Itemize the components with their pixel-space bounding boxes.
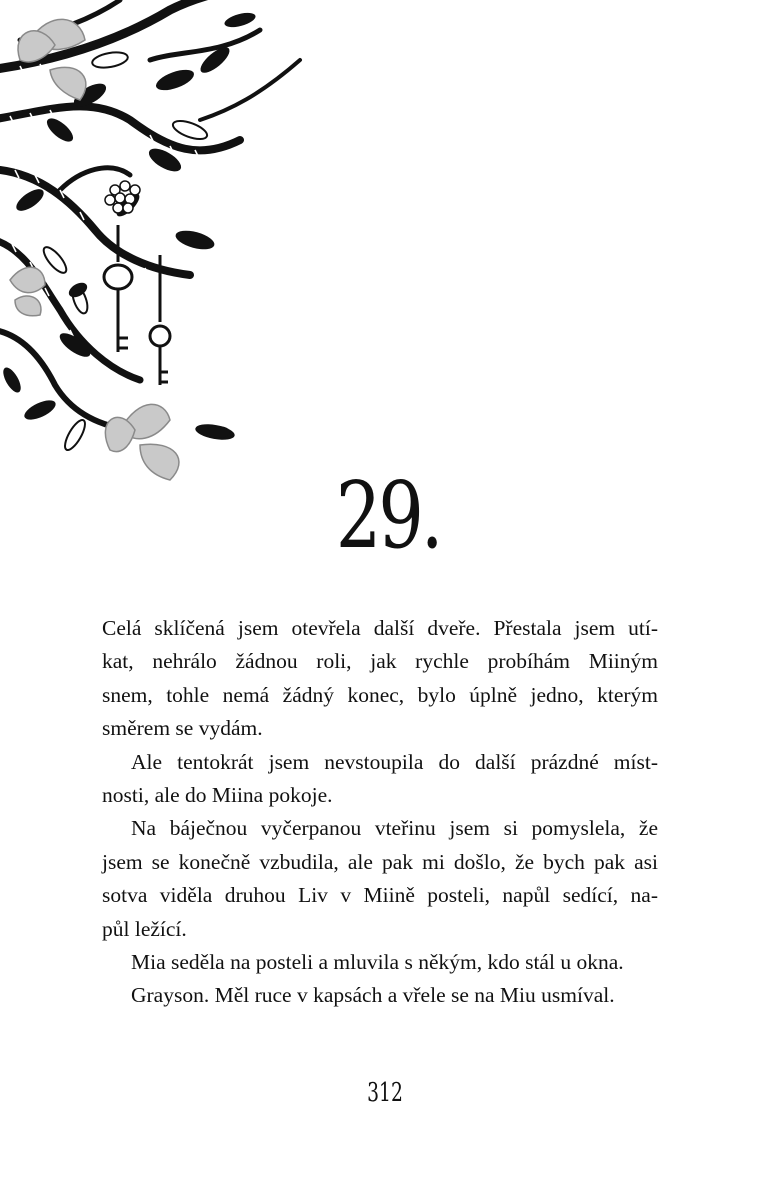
chapter-body-text bbox=[102, 612, 658, 1013]
text-line: Ale tentokrát jsem nevstoupila do další prázdné míst- bbox=[131, 749, 658, 774]
text-line: půl ležící. bbox=[102, 916, 187, 941]
text-line: Mia seděla na posteli a mluvila s někým, kdo stál u okna. bbox=[131, 950, 624, 975]
text-line: Na báječnou vyčerpanou vteřinu jsem si pomyslela, že bbox=[131, 816, 658, 841]
text-line: snem, tohle nemá žádný konec, bylo úplně jedno, kterým bbox=[102, 682, 658, 707]
floral-vine-illustration bbox=[0, 0, 600, 495]
text-line: Celá sklíčená jsem otevřela další dveře. Přestala jsem utí- bbox=[102, 616, 658, 640]
text-line: kat, nehrálo žádnou roli, jak rychle probíhám Miiným bbox=[102, 649, 658, 674]
paragraph bbox=[102, 612, 658, 746]
text-line: jsem se konečně vzbudila, ale pak mi došlo, že bych pak asi bbox=[102, 849, 658, 874]
text-line: Grayson. Měl ruce v kapsách a vřele se na Miu usmíval. bbox=[131, 983, 615, 1008]
paragraph bbox=[102, 746, 658, 813]
paragraph bbox=[102, 946, 658, 979]
paragraph bbox=[102, 979, 658, 1012]
text-line: směrem se vydám. bbox=[102, 716, 263, 741]
text-line: nosti, ale do Miina pokoje. bbox=[102, 783, 333, 808]
paragraph bbox=[102, 812, 658, 946]
page-number: 312 bbox=[367, 1078, 403, 1108]
text-line: sotva viděla druhou Liv v Miině posteli, napůl sedící, na- bbox=[102, 883, 658, 908]
chapter-number: 29. bbox=[335, 462, 441, 569]
